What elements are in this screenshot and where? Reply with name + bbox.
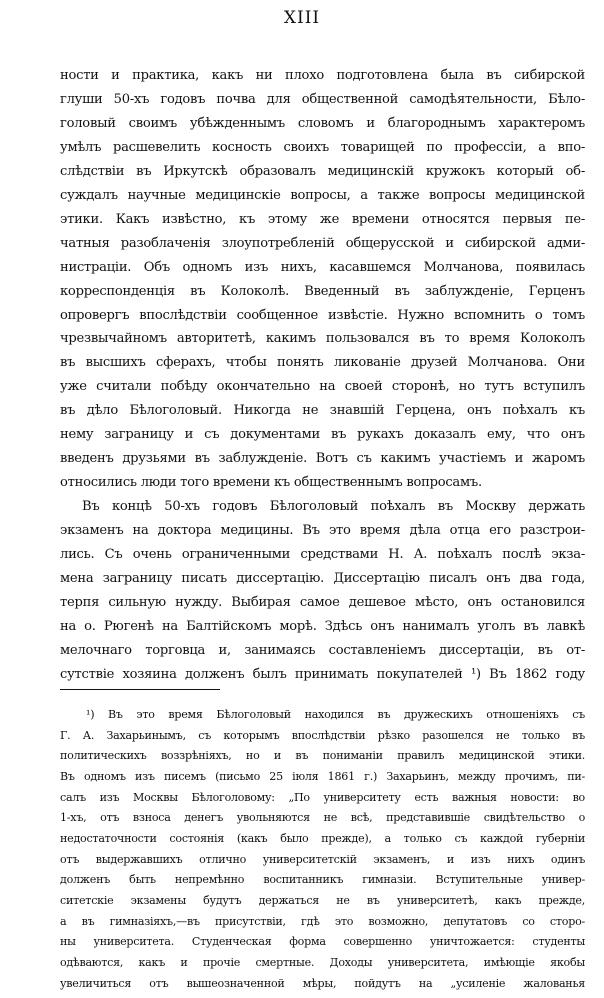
text-line: головый своимъ убѣжденнымъ словомъ и благороднымъ характеромъ: [60, 115, 585, 131]
text-line: чрезвычайномъ авторитетѣ, какимъ пользовался въ то время Колоколъ: [60, 331, 585, 347]
text-line: терпя сильную нужду. Выбирая самое дешевое мѣсто, онъ остановился: [60, 594, 585, 610]
footnote-line: 1-хъ, отъ взноса денегъ увольняются не всѣ, представившіе свидѣтельство о: [60, 811, 585, 825]
text-line: чатныя разоблаченія злоупотребленій общерусской и сибирской адми-: [60, 235, 585, 251]
footnote-line: Г. А. Захарьинымъ, съ которымъ впослѣдствіи рѣзко разошелся не только въ: [60, 728, 585, 742]
text-line: слѣдствіи въ Иркутскѣ образовалъ медицинскій кружокъ который об-: [60, 163, 585, 179]
footnote-line: ¹) Въ это время Бѣлоголовый находился въ дружескихъ отношеніяхъ съ: [86, 708, 585, 721]
text-line: введенъ друзьями въ заблужденіе. Вотъ съ какимъ участіемъ и жаромъ: [60, 451, 585, 467]
text-line: на о. Рюгенѣ на Балтійскомъ морѣ. Здѣсь онъ нанималъ уголъ въ лавкѣ: [60, 618, 585, 634]
footnote-line: салъ изъ Москвы Бѣлоголовому: „По университету есть важныя новости: во: [60, 790, 585, 804]
footnote-divider: [60, 689, 220, 690]
footnote-line: долженъ быть непремѣнно воспитанникъ гимназіи. Вступительные универ-: [60, 873, 585, 887]
footnote-line: недостаточности состоянія (какъ было прежде), а только съ каждой губерніи: [60, 831, 585, 845]
text-line: ности и практика, какъ ни плохо подготовлена была въ сибирской: [60, 68, 585, 83]
text-line: въ высшихъ сферахъ, чтобы понять ликованіе друзей Молчанова. Они: [60, 355, 585, 371]
footnote-line: увеличиться отъ вышеозначенной мѣры, пойдутъ на „усиленіе жалованья: [60, 976, 585, 990]
text-line: мена заграницу писать диссертацію. Диссертацію писалъ онъ два года,: [60, 571, 585, 587]
text-line: лись. Съ очень ограниченными средствами Н. А. поѣхалъ послѣ экза-: [60, 547, 585, 563]
text-line: въ дѣло Бѣлоголовый. Никогда не знавшій Герцена, онъ поѣхалъ къ: [60, 403, 585, 419]
footnote-line: одѣваются, какъ и прочіе смертные. Доходы университета, имѣющіе якобы: [60, 955, 585, 969]
text-line: относились люди того времени къ общественнымъ вопросамъ.: [60, 475, 482, 491]
text-line: суждалъ научные медицинскіе вопросы, а также вопросы медицинской: [60, 187, 585, 203]
page-number: XIII: [283, 8, 321, 28]
text-line: Въ концѣ 50-хъ годовъ Бѣлоголовый поѣхалъ въ Москву держать: [82, 499, 585, 515]
text-line: нистраціи. Объ одномъ изъ нихъ, касавшемся Молчанова, появилась: [60, 259, 585, 275]
footnote-line: ны университета. Студенческая форма совершенно уничтожается: студенты: [60, 935, 585, 949]
text-line: нему заграницу и съ документами въ рукахъ доказалъ ему, что онъ: [60, 427, 585, 443]
footnote-line: Въ одномъ изъ писемъ (письмо 25 іюля 1861 г.) Захарьинъ, между прочимъ, пи-: [60, 769, 585, 783]
text-line: глуши 50-хъ годовъ почва для общественной самодѣятельности, Бѣло-: [60, 91, 585, 107]
text-line: мелочнаго торговца и, занимаясь составленіемъ диссертаціи, въ от-: [60, 642, 585, 658]
text-line: сутствіе хозяина долженъ былъ принимать покупателей ¹) Въ 1862 году: [60, 666, 585, 682]
text-line: корреспонденція въ Колоколѣ. Введенный въ заблужденіе, Герценъ: [60, 283, 585, 299]
text-line: уже считали побѣду окончательно на своей сторонѣ, но тутъ вступилъ: [60, 379, 585, 395]
footnote-line: а въ гимназіяхъ,—въ присутствіи, гдѣ это возможно, депутатовъ со сторо-: [60, 914, 585, 928]
main-text: [60, 64, 585, 687]
text-line: этики. Какъ извѣстно, къ этому же времени относятся первыя пе-: [60, 211, 585, 227]
text-line: опровергъ впослѣдствіи сообщенное извѣстіе. Нужно вспомнить о томъ: [60, 307, 585, 323]
footnote-line: ситетскіе экзамены будутъ держаться не въ университетѣ, какъ прежде,: [60, 893, 585, 907]
footnote: [60, 705, 585, 994]
text-line: экзаменъ на доктора медицины. Въ это время дѣла отца его разстрои-: [60, 523, 585, 539]
footnote-line: политическихъ воззрѣніяхъ, но и въ пониманіи правилъ медицинской этики.: [60, 749, 585, 763]
text-line: умѣлъ расшевелить косность своихъ товарищей по профессіи, а впо-: [60, 139, 585, 155]
footnote-line: отъ выдержавшихъ отлично университетскій экзаменъ, и изъ нихъ одинъ: [60, 852, 585, 866]
